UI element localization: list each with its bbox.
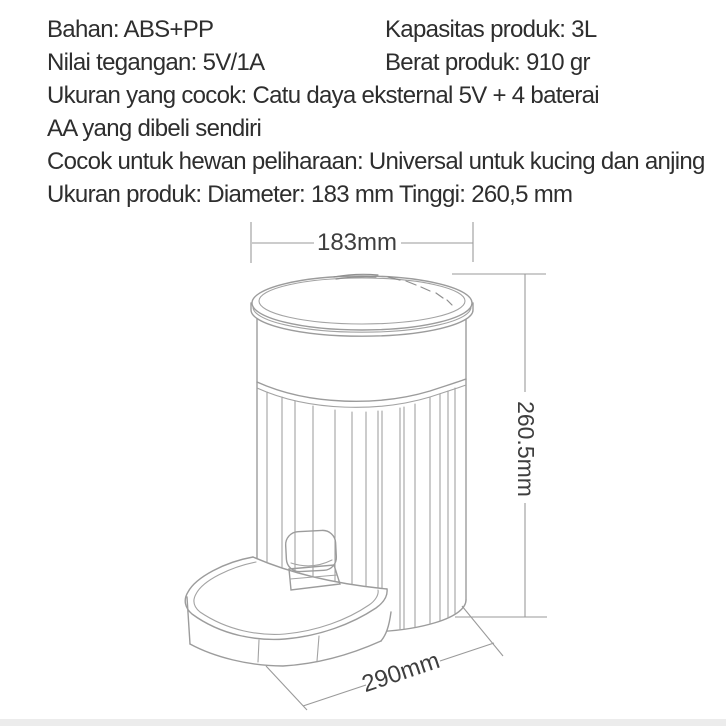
spec-product-size: Ukuran produk: Diameter: 183 mm Tinggi: 260,5 mm — [47, 181, 573, 208]
dim-label-top-width: 183mm — [316, 229, 398, 256]
spec-material: Bahan: ABS+PP — [47, 16, 214, 43]
spec-power-source-line1: Ukuran yang cocok: Catu daya eksternal 5V + 4 baterai — [47, 82, 599, 109]
spec-suitable-pets: Cocok untuk hewan peliharaan: Universal untuk kucing dan anjing — [47, 148, 705, 175]
spec-capacity: Kapasitas produk: 3L — [385, 16, 597, 43]
dim-label-base-width: 290mm — [358, 647, 444, 699]
image-bottom-edge-strip — [0, 719, 726, 726]
spec-weight: Berat produk: 910 gr — [385, 49, 590, 76]
feeder-lid — [251, 274, 473, 336]
spec-power-source-line2: AA yang dibeli sendiri — [47, 115, 262, 142]
spec-voltage: Nilai tegangan: 5V/1A — [47, 49, 265, 76]
dim-label-height: 260.5mm — [513, 401, 539, 497]
